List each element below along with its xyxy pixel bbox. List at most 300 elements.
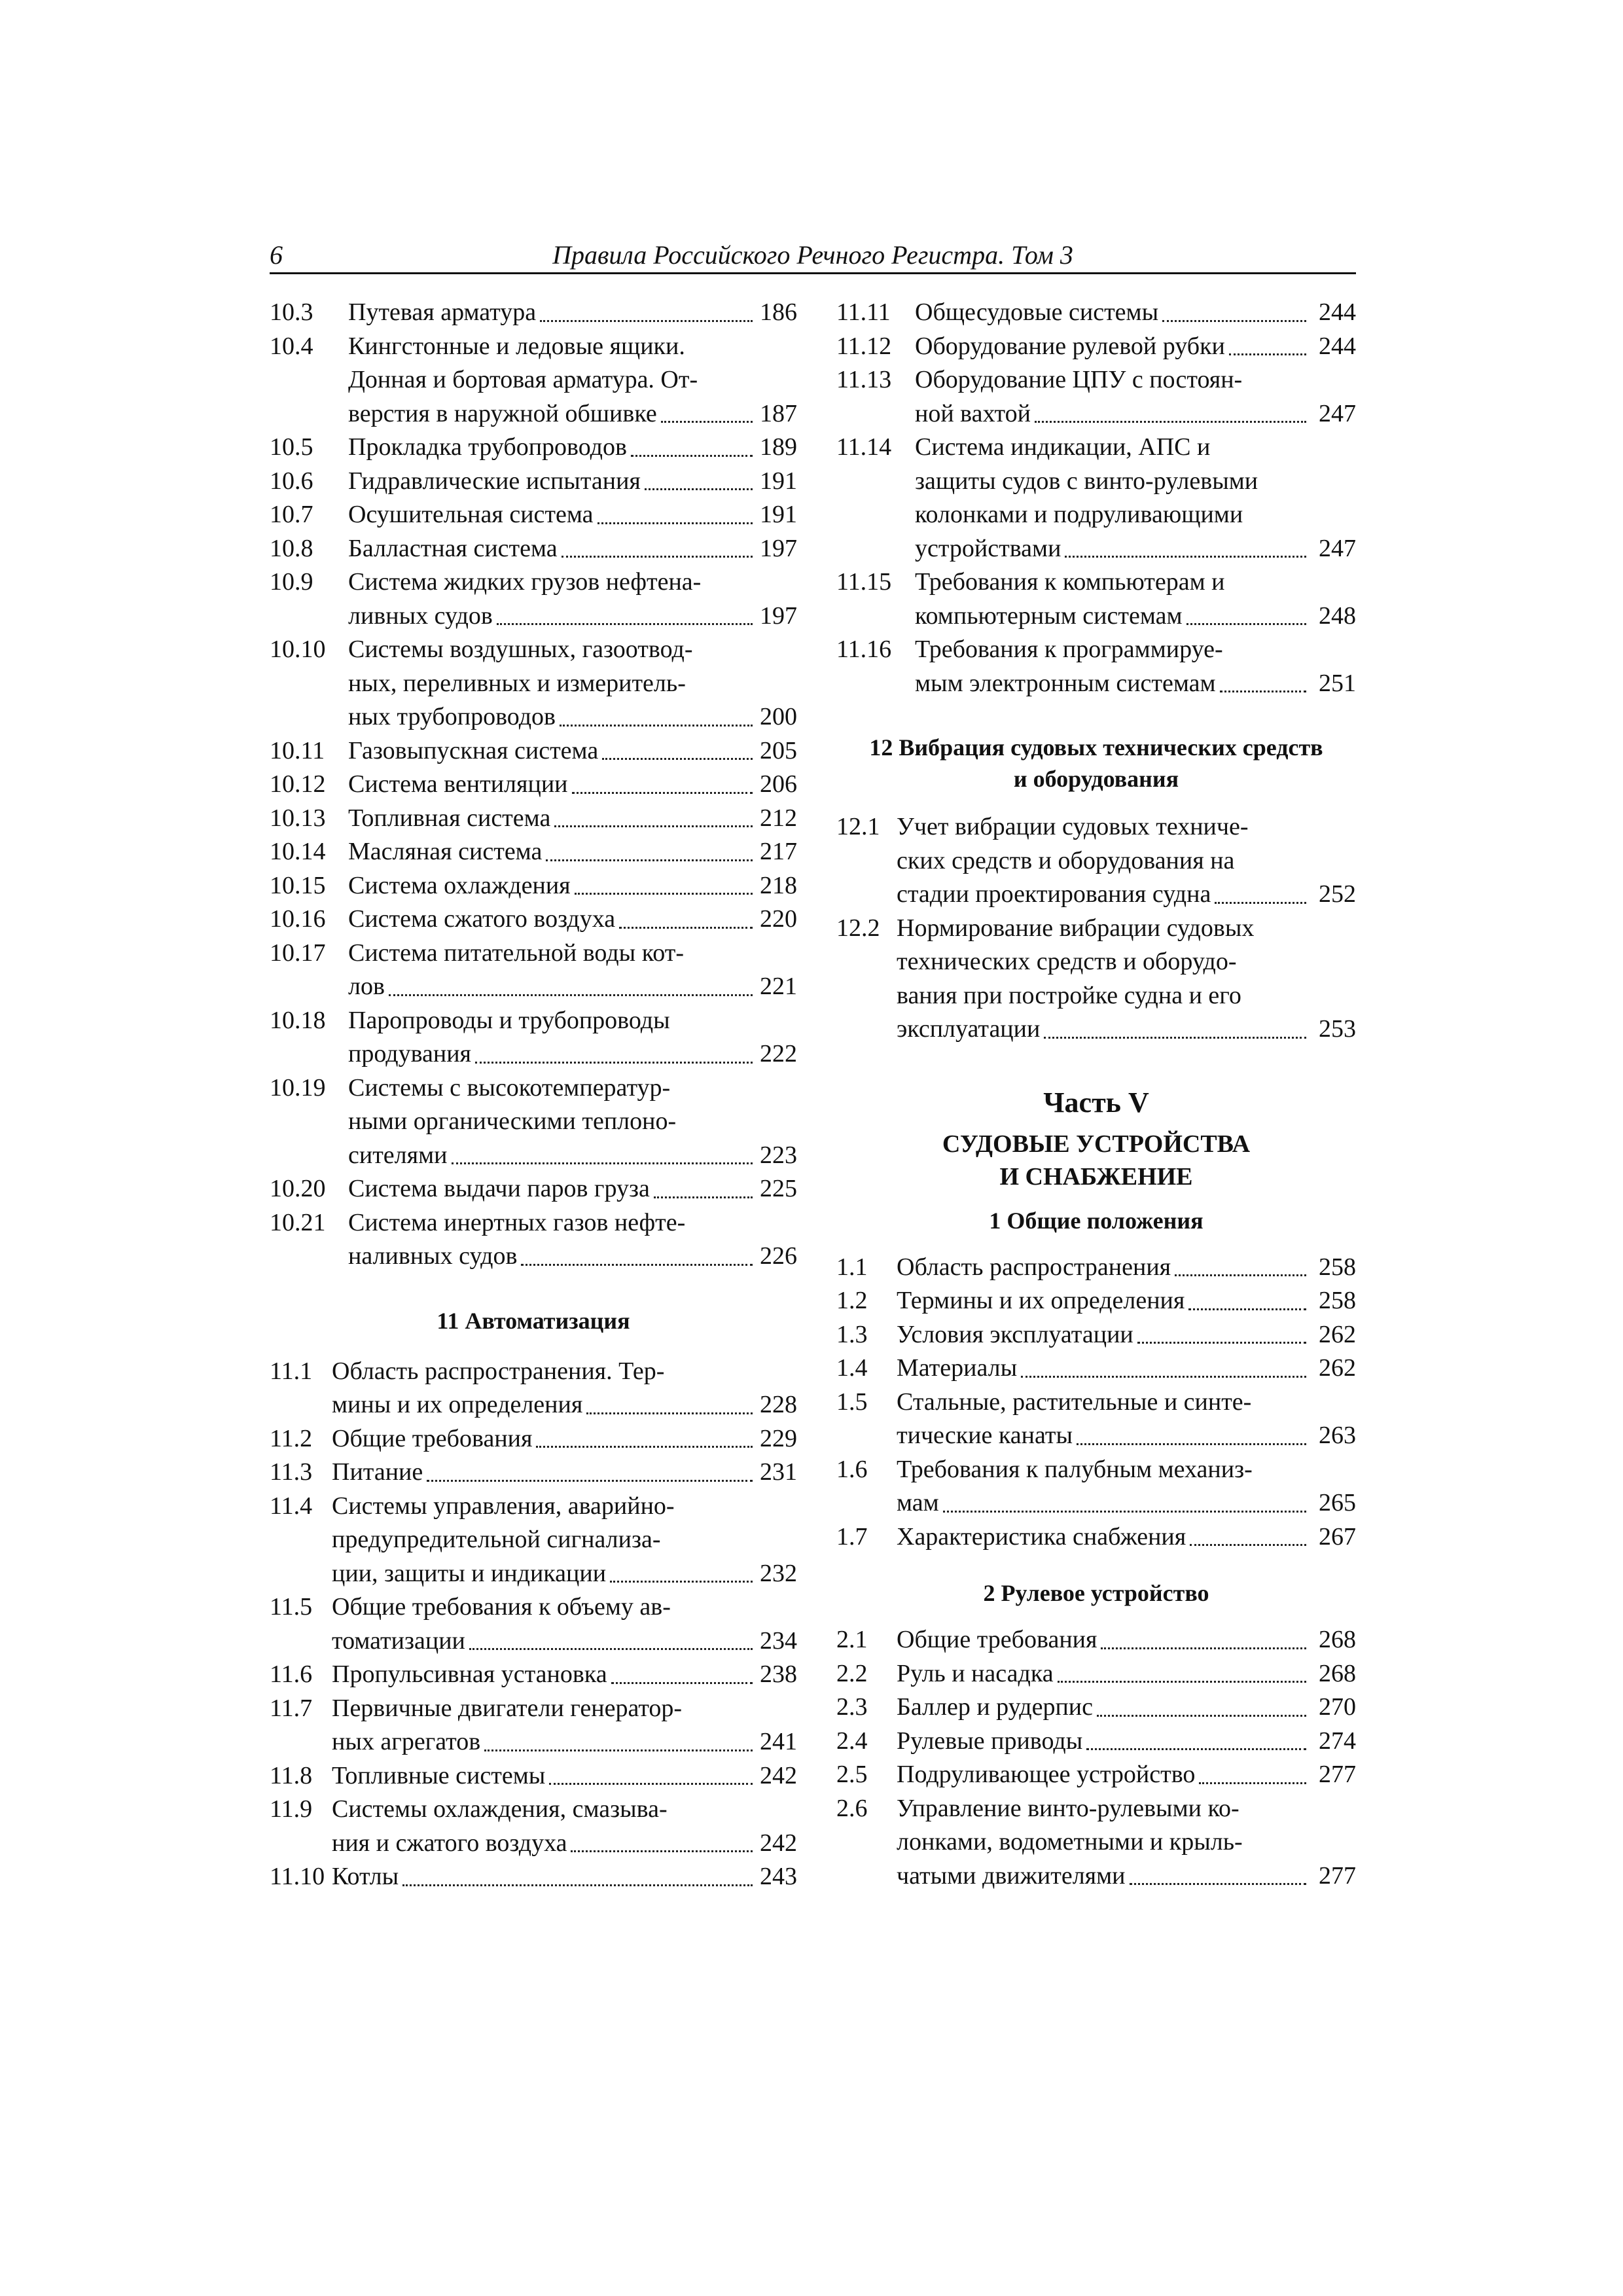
toc-entry-title-line: Системы воздушных, газоотвод-: [348, 636, 693, 663]
toc-entry: [836, 363, 1356, 431]
section-heading-1: 1 Общие положения: [989, 1207, 1204, 1234]
toc-entry-number: 10.5: [270, 433, 313, 461]
toc-entry-title-line: Подруливающее устройство: [897, 1761, 1196, 1788]
dot-leader: [571, 1850, 753, 1852]
toc-entry-number: 11.5: [270, 1593, 313, 1621]
toc-entry-title-line: Питание: [332, 1458, 423, 1486]
toc-entry-number: 1.6: [836, 1455, 868, 1483]
toc-entry-page: 221: [760, 973, 797, 1000]
toc-entry-title-line: наливных судов: [348, 1242, 518, 1270]
toc-entry-body: [348, 498, 797, 532]
section-heading-2: 2 Рулевое устройство: [983, 1580, 1209, 1606]
toc-entry-title-line: Область распространения. Тер-: [332, 1357, 665, 1385]
toc-entry-page: 252: [1319, 880, 1356, 908]
dot-leader: [1175, 1274, 1306, 1276]
toc-entry-body: [348, 1004, 797, 1071]
dot-leader: [521, 1263, 753, 1266]
toc-entry-page: 258: [1319, 1253, 1356, 1281]
toc-entry-title-line: вания при постройке судна и его: [897, 981, 1241, 1009]
dot-leader: [1065, 555, 1306, 558]
toc-entry: [836, 1284, 1356, 1318]
toc-entry-number: 10.15: [270, 871, 326, 899]
toc-entry-title-line: ных трубопроводов: [348, 703, 556, 730]
toc-entry-number: 11.10: [270, 1863, 325, 1890]
toc-entry-title-line: эксплуатации: [897, 1015, 1041, 1043]
toc-entry: [270, 1206, 797, 1274]
toc-entry-title-line: Руль и насадка: [897, 1659, 1054, 1687]
toc-entry-last-line: [897, 1725, 1356, 1759]
toc-entry-number: 12.2: [836, 914, 880, 942]
toc-entry-title-line: мам: [897, 1489, 939, 1516]
toc-entry: [270, 465, 797, 499]
toc-entry-page: 242: [760, 1829, 797, 1857]
toc-entry-last-line: [348, 1172, 797, 1206]
toc-entry-body: [915, 633, 1356, 700]
dot-leader: [1086, 1748, 1306, 1750]
toc-entry: [270, 431, 797, 465]
toc-entry-page: 248: [1319, 601, 1356, 630]
toc-entry-title-line: томатизации: [332, 1626, 465, 1655]
toc-entry-page: 262: [1319, 1354, 1356, 1382]
toc-entry-number: 1.2: [836, 1287, 868, 1314]
toc-entry-title-line: Материалы: [897, 1354, 1018, 1382]
toc-entry-last-line: [332, 1557, 797, 1591]
toc-entry-page: 200: [760, 703, 797, 730]
toc-entry-title-line: ния и сжатого воздуха: [332, 1829, 567, 1857]
toc-entry: [836, 810, 1356, 912]
toc-entry-number: 11.7: [270, 1694, 313, 1722]
toc-entry-number: 10.17: [270, 939, 326, 967]
toc-entry-body: [897, 1725, 1356, 1759]
toc-entry-page: 191: [760, 501, 797, 528]
toc-entry-body: [348, 532, 797, 566]
toc-entry-body: [348, 768, 797, 802]
dot-leader: [562, 555, 753, 558]
toc-entry-last-line: [915, 532, 1356, 566]
toc-entry: [270, 296, 797, 330]
toc-entry-number: 2.6: [836, 1794, 868, 1822]
toc-right-column: [836, 296, 1356, 1893]
toc-entry-title-line: Система выдачи паров груза: [348, 1175, 650, 1202]
dot-leader: [427, 1479, 753, 1482]
part-subtitle-line-2: И СНАБЖЕНИЕ: [999, 1162, 1193, 1191]
toc-entry-title-line: Общие требования: [332, 1424, 533, 1452]
toc-entry-last-line: [348, 1037, 797, 1071]
toc-entry-number: 2.1: [836, 1626, 868, 1653]
toc-entry-title-line: ных агрегатов: [332, 1728, 481, 1755]
toc-entry-title-line: чатыми движителями: [897, 1861, 1126, 1890]
toc-entry-page: 186: [760, 298, 797, 326]
toc-entry-title-line: мины и их определения: [332, 1391, 583, 1418]
toc-entry-last-line: [348, 802, 797, 836]
toc-entry-page: 268: [1319, 1626, 1356, 1653]
toc-entry-body: [897, 912, 1356, 1047]
toc-entry-title-line: Система индикации, АПС и: [915, 433, 1211, 461]
toc-entry: [836, 1792, 1356, 1893]
toc-entry-page: 212: [760, 804, 797, 832]
toc-entry-number: 2.2: [836, 1659, 868, 1687]
toc-entry-title-line: Оборудование ЦПУ с постоян-: [915, 366, 1243, 393]
toc-entry-last-line: [332, 1860, 797, 1894]
toc-entry-body: [897, 1386, 1356, 1453]
toc-entry-page: 228: [760, 1391, 797, 1418]
toc-entry-page: 253: [1319, 1015, 1356, 1043]
toc-entry-last-line: [348, 835, 797, 869]
dot-leader: [452, 1162, 753, 1164]
toc-entry-body: [915, 565, 1356, 633]
toc-entry-title-line: Управление винто-рулевыми ко-: [897, 1794, 1240, 1822]
toc-entry: [270, 1004, 797, 1071]
toc-entry-page: 247: [1319, 534, 1356, 562]
running-title: Правила Российского Речного Регистра. Том 3: [552, 240, 1073, 270]
toc-entry: [836, 1251, 1356, 1285]
toc-entry-title-line: Топливная система: [348, 804, 551, 832]
toc-entry-last-line: [897, 1520, 1356, 1554]
toc-entry-page: 277: [1319, 1761, 1356, 1788]
toc-entry-last-line: [897, 1419, 1356, 1453]
toc-entry-title-line: Общие требования: [897, 1626, 1097, 1653]
toc-entry-title-line: Системы управления, аварийно-: [332, 1492, 675, 1520]
dot-leader: [1058, 1680, 1306, 1683]
toc-entry-body: [897, 1520, 1356, 1554]
toc-entry-title-line: Рулевые приводы: [897, 1727, 1083, 1755]
toc-entry-page: 238: [760, 1660, 797, 1688]
toc-entry-number: 11.15: [836, 568, 892, 596]
toc-entry-last-line: [915, 330, 1356, 364]
toc-entry-body: [348, 869, 797, 903]
toc-entry-number: 11.4: [270, 1492, 313, 1520]
toc-entry-title-line: ной вахтой: [915, 399, 1031, 427]
toc-entry-last-line: [332, 1456, 797, 1490]
toc-entry-last-line: [897, 1352, 1356, 1386]
toc-group: [836, 1623, 1356, 1893]
toc-entry-body: [348, 1172, 797, 1206]
toc-entry-body: [332, 1456, 797, 1490]
toc-entry: [270, 768, 797, 802]
toc-entry-page: 241: [760, 1728, 797, 1755]
toc-entry-title-line: ными органическими теплоно-: [348, 1107, 677, 1135]
toc-entry-body: [332, 1422, 797, 1456]
toc-entry-title-line: Оборудование рулевой рубки: [915, 332, 1225, 360]
dot-leader: [1130, 1882, 1306, 1885]
toc-entry-title-line: Балластная система: [348, 534, 558, 562]
toc-entry-page: 232: [760, 1559, 797, 1587]
dot-leader: [586, 1412, 753, 1414]
dot-leader: [1162, 319, 1306, 322]
toc-entry-last-line: [897, 1486, 1356, 1520]
toc-entry-last-line: [348, 1240, 797, 1274]
toc-entry: [836, 296, 1356, 330]
toc-entry: [270, 835, 797, 869]
toc-entry-page: 225: [760, 1175, 797, 1202]
toc-entry-title-line: Система вентиляции: [348, 770, 568, 798]
toc-entry-title-line: Требования к палубным механиз-: [897, 1455, 1253, 1483]
toc-entry: [836, 1657, 1356, 1691]
toc-entry-body: [897, 1318, 1356, 1352]
toc-entry-page: 197: [760, 601, 797, 630]
toc-entry: [270, 1793, 797, 1860]
dot-leader: [549, 1782, 753, 1785]
toc-entry-number: 10.3: [270, 298, 313, 326]
toc-entry-body: [348, 1206, 797, 1274]
toc-entry-title-line: Системы с высокотемператур-: [348, 1073, 671, 1102]
toc-entry-number: 11.8: [270, 1761, 313, 1789]
toc-entry-number: 2.3: [836, 1693, 868, 1721]
toc-entry-last-line: [348, 465, 797, 499]
toc-entry-page: 191: [760, 467, 797, 495]
toc-entry-title-line: технических средств и оборудо-: [897, 948, 1237, 975]
toc-entry-page: 247: [1319, 399, 1356, 427]
toc-group: [836, 810, 1356, 1047]
toc-entry-title-line: Область распространения: [897, 1253, 1171, 1281]
toc-entry: [270, 498, 797, 532]
toc-entry-body: [915, 363, 1356, 431]
toc-entry-page: 220: [760, 905, 797, 933]
dot-leader: [402, 1884, 753, 1886]
toc-group: [270, 296, 797, 1274]
toc-entry-number: 10.21: [270, 1208, 326, 1236]
part-title: Часть V: [1043, 1086, 1149, 1119]
toc-entry-number: 11.9: [270, 1795, 313, 1823]
toc-entry-last-line: [348, 431, 797, 465]
toc-entry-title-line: компьютерным системам: [915, 601, 1183, 630]
toc-entry-number: 10.13: [270, 804, 326, 832]
section-heading-11: 11 Автоматизация: [437, 1307, 630, 1334]
toc-entry-page: 265: [1319, 1489, 1356, 1516]
toc-entry-body: [332, 1759, 797, 1793]
toc-entry-last-line: [897, 1013, 1356, 1047]
toc-entry-body: [915, 330, 1356, 364]
toc-entry: [270, 1692, 797, 1759]
toc-entry: [270, 937, 797, 1004]
toc-entry-last-line: [348, 700, 797, 734]
toc-entry-last-line: [897, 1623, 1356, 1657]
toc-entry-body: [348, 633, 797, 734]
toc-entry: [836, 1520, 1356, 1554]
dot-leader: [1097, 1714, 1306, 1717]
toc-entry-number: 1.4: [836, 1354, 868, 1382]
toc-entry-last-line: [897, 1859, 1356, 1893]
toc-entry-title-line: Учет вибрации судовых техниче-: [897, 813, 1249, 840]
toc-entry-page: 244: [1319, 332, 1356, 360]
toc-entry-title-line: ских средств и оборудования на: [897, 846, 1235, 874]
page-header: [270, 238, 1356, 274]
toc-entry-page: 205: [760, 736, 797, 764]
toc-entry: [270, 1071, 797, 1173]
toc-entry-page: 242: [760, 1761, 797, 1789]
toc-entry: [836, 1318, 1356, 1352]
dot-leader: [1186, 622, 1306, 625]
toc-entry-last-line: [348, 397, 797, 431]
dot-leader: [645, 488, 753, 490]
toc-entry-title-line: сителями: [348, 1141, 448, 1169]
toc-entry-title-line: Первичные двигатели генератор-: [332, 1694, 683, 1722]
toc-entry-body: [332, 1490, 797, 1591]
toc-entry-page: 217: [760, 838, 797, 865]
section-heading-12-line-2: и оборудования: [1013, 766, 1179, 792]
toc-entry-title-line: Путевая арматура: [348, 298, 537, 326]
toc-entry: [836, 1352, 1356, 1386]
toc-entry-title-line: Характеристика снабжения: [897, 1522, 1186, 1551]
toc-entry-page: 206: [760, 770, 797, 798]
dot-leader: [497, 622, 753, 625]
toc-entry-last-line: [348, 1139, 797, 1173]
toc-entry-body: [332, 1590, 797, 1658]
toc-entry: [270, 802, 797, 836]
dot-leader: [540, 319, 753, 322]
toc-entry: [270, 1456, 797, 1490]
toc-entry-last-line: [332, 1759, 797, 1793]
dot-leader: [546, 859, 753, 861]
toc-entry-number: 11.2: [270, 1424, 313, 1452]
toc-entry-title-line: ливных судов: [348, 601, 493, 630]
toc-entry-body: [348, 565, 797, 633]
dot-leader: [661, 420, 753, 423]
toc-entry-number: 10.18: [270, 1006, 326, 1034]
toc-entry-body: [348, 330, 797, 431]
toc-entry-body: [332, 1355, 797, 1422]
toc-entry-title-line: ции, защиты и индикации: [332, 1559, 607, 1587]
toc-entry-number: 11.1: [270, 1357, 313, 1385]
toc-entry-body: [348, 1071, 797, 1173]
toc-entry-last-line: [897, 1657, 1356, 1691]
toc-entry-body: [348, 937, 797, 1004]
toc-entry-page: 251: [1319, 669, 1356, 697]
dot-leader: [572, 791, 753, 794]
toc-entry-title-line: Стальные, растительные и синте-: [897, 1388, 1252, 1416]
dot-leader: [536, 1445, 753, 1448]
toc-entry-number: 10.6: [270, 467, 313, 495]
toc-entry-page: 226: [760, 1242, 797, 1270]
toc-entry: [270, 532, 797, 566]
toc-entry-page: 262: [1319, 1320, 1356, 1348]
dot-leader: [1188, 1308, 1306, 1310]
dot-leader: [469, 1647, 753, 1650]
dot-leader: [597, 522, 753, 524]
toc-entry-body: [897, 1284, 1356, 1318]
toc-entry: [836, 1623, 1356, 1657]
dot-leader: [554, 825, 753, 827]
toc-entry-title-line: Система питательной воды кот-: [348, 939, 684, 967]
toc-entry-title-line: Котлы: [332, 1863, 399, 1890]
toc-entry-title-line: предупредительной сигнализа-: [332, 1526, 661, 1553]
toc-entry-title-line: Системы охлаждения, смазыва-: [332, 1795, 668, 1823]
part-subtitle-line-1: СУДОВЫЕ УСТРОЙСТВА: [942, 1130, 1251, 1158]
toc-entry-number: 10.4: [270, 332, 313, 360]
toc-entry-number: 12.1: [836, 813, 880, 840]
toc-entry-number: 10.8: [270, 534, 313, 562]
toc-entry-number: 2.5: [836, 1761, 868, 1788]
toc-entry: [270, 330, 797, 431]
toc-entry-last-line: [897, 1251, 1356, 1285]
toc-entry-title-line: стадии проектирования судна: [897, 880, 1211, 908]
toc-entry-last-line: [897, 1284, 1356, 1318]
toc-entry-body: [897, 1758, 1356, 1792]
toc-entry-page: 277: [1319, 1861, 1356, 1890]
toc-entry: [836, 912, 1356, 1047]
toc-entry-body: [897, 810, 1356, 912]
toc-entry-title-line: колонками и подруливающими: [915, 501, 1243, 528]
dot-leader: [1021, 1375, 1306, 1378]
toc-entry-last-line: [897, 1691, 1356, 1725]
toc-entry-page: 267: [1319, 1522, 1356, 1551]
toc-entry-last-line: [348, 970, 797, 1004]
toc-entry-page: 218: [760, 871, 797, 899]
toc-entry-last-line: [332, 1658, 797, 1692]
toc-entry-body: [348, 835, 797, 869]
toc-entry-title-line: Общие требования к объему ав-: [332, 1593, 671, 1621]
dot-leader: [1229, 353, 1306, 355]
toc-entry-body: [332, 1793, 797, 1860]
toc-entry: [836, 1386, 1356, 1453]
toc-group: [836, 1251, 1356, 1554]
toc-entry-page: 270: [1319, 1693, 1356, 1721]
toc-entry-page: 223: [760, 1141, 797, 1169]
toc-entry-title-line: Прокладка трубопроводов: [348, 433, 627, 461]
dot-leader: [619, 926, 753, 929]
toc-entry-last-line: [897, 1758, 1356, 1792]
toc-entry: [270, 1422, 797, 1456]
toc-entry: [836, 633, 1356, 700]
dot-leader: [943, 1510, 1306, 1513]
toc-entry: [836, 330, 1356, 364]
toc-entry-title-line: Нормирование вибрации судовых: [897, 914, 1255, 942]
dot-leader: [1220, 690, 1306, 692]
toc-entry-body: [915, 296, 1356, 330]
toc-entry-body: [348, 296, 797, 330]
toc-entry-title-line: Донная и бортовая арматура. От-: [348, 366, 698, 393]
toc-entry-title-line: Масляная система: [348, 838, 543, 865]
toc-entry: [270, 734, 797, 768]
toc-group: [836, 296, 1356, 700]
toc-entry-title-line: защиты судов с винто-рулевыми: [915, 467, 1258, 495]
toc-entry-last-line: [915, 397, 1356, 431]
toc-entry-title-line: Баллер и рудерпис: [897, 1693, 1093, 1721]
toc-entry-title-line: Система сжатого воздуха: [348, 905, 616, 933]
toc-entry-title-line: Газовыпускная система: [348, 736, 599, 764]
toc-entry-number: 1.3: [836, 1320, 868, 1348]
toc-entry: [836, 1725, 1356, 1759]
dot-leader: [1190, 1543, 1306, 1546]
toc-entry-page: 258: [1319, 1287, 1356, 1314]
toc-entry-number: 11.12: [836, 332, 892, 360]
page-number: 6: [270, 240, 283, 270]
toc-entry-last-line: [348, 734, 797, 768]
toc-entry-last-line: [332, 1725, 797, 1759]
toc-entry-number: 10.11: [270, 736, 325, 764]
toc-entry-last-line: [332, 1624, 797, 1659]
toc-entry-number: 1.5: [836, 1388, 868, 1416]
toc-entry-number: 10.16: [270, 905, 326, 933]
toc-entry: [270, 1172, 797, 1206]
toc-entry-last-line: [348, 532, 797, 566]
dot-leader: [602, 757, 753, 760]
dot-leader: [611, 1681, 753, 1684]
toc-entry-body: [897, 1623, 1356, 1657]
toc-entry-number: 10.9: [270, 568, 313, 596]
toc-entry-title-line: Требования к программируе-: [915, 636, 1223, 663]
toc-entry-page: 243: [760, 1863, 797, 1890]
toc-entry-title-line: Пропульсивная установка: [332, 1660, 607, 1688]
toc-entry-body: [897, 1251, 1356, 1285]
toc-entry: [836, 1758, 1356, 1792]
toc-entry-number: 10.19: [270, 1073, 326, 1102]
toc-entry-page: 274: [1319, 1727, 1356, 1755]
toc-entry-title-line: мым электронным системам: [915, 669, 1216, 697]
toc-entry: [836, 431, 1356, 565]
toc-entry-last-line: [348, 600, 797, 634]
toc-entry-last-line: [915, 667, 1356, 701]
